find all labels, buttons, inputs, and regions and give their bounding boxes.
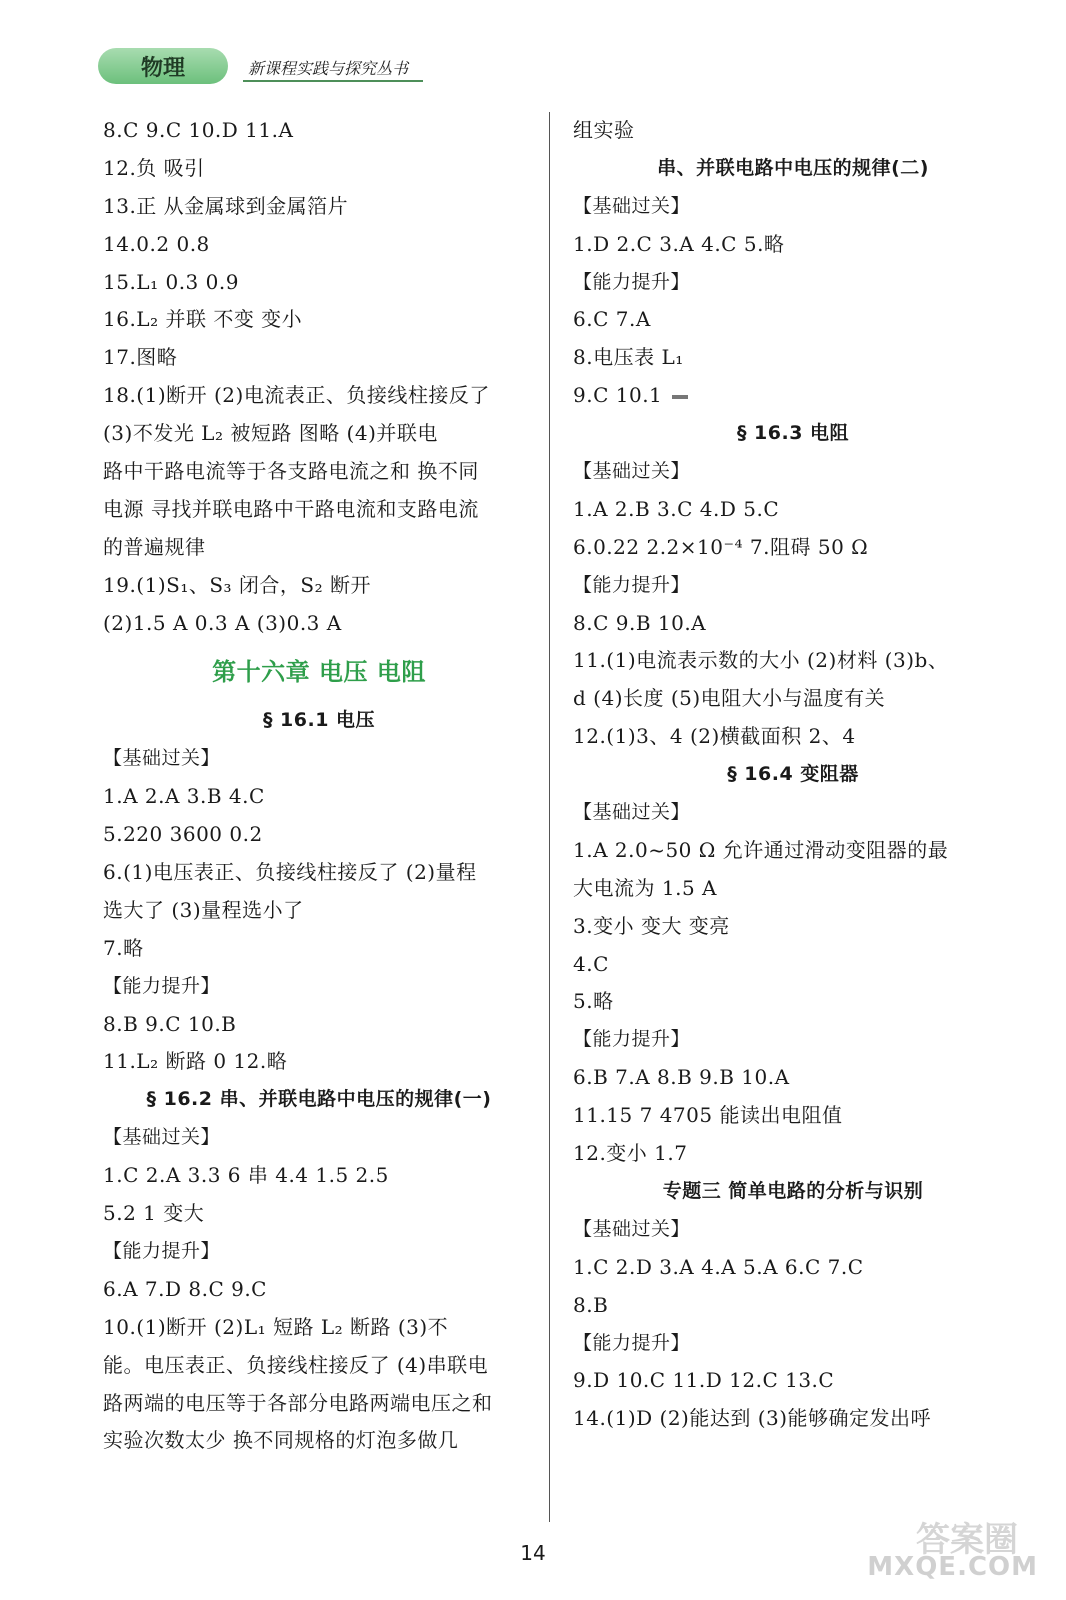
answer-line-text: 6.C 7.A <box>573 307 651 332</box>
answer-line <box>573 1400 1013 1438</box>
answer-line <box>103 567 535 605</box>
answer-line <box>573 301 1013 339</box>
subsection-label <box>103 1233 535 1271</box>
section-heading <box>573 415 1013 453</box>
subsection-label-text: 【能力提升】 <box>103 974 221 997</box>
answer-line <box>103 1347 535 1385</box>
answer-line <box>573 832 1013 870</box>
subsection-label <box>103 1119 535 1157</box>
answer-line <box>573 1059 1013 1097</box>
section-heading <box>573 1173 1013 1211</box>
answer-line-text: 的普遍规律 <box>103 534 206 559</box>
subsection-label <box>573 264 1013 302</box>
answer-line-text: 16.L₂ 并联 不变 变小 <box>103 307 303 332</box>
answer-line-text: 15.L₁ 0.3 0.9 <box>103 269 239 294</box>
answer-line <box>573 529 1013 567</box>
subsection-label-text: 【基础过关】 <box>573 801 691 824</box>
section-heading <box>103 1081 535 1119</box>
subsection-label-text: 【基础过关】 <box>573 194 691 217</box>
answer-line-text: 1.A 2.A 3.B 4.C <box>103 784 265 809</box>
answer-line <box>103 1422 535 1460</box>
answer-line-text: 4.C <box>573 951 609 976</box>
answer-line-text: 12.负 吸引 <box>103 155 205 180</box>
answer-line <box>573 1135 1013 1173</box>
subsection-label-text: 【基础过关】 <box>103 747 221 770</box>
answer-line-text: 11.15 7 4705 能读出电阻值 <box>573 1103 843 1128</box>
answer-line-text: 1.A 2.0~50 Ω 允许通过滑动变阻器的最 <box>573 837 949 862</box>
subsection-label <box>573 1021 1013 1059</box>
answer-line-text: 14.(1)D (2)能达到 (3)能够确定发出呼 <box>573 1406 932 1431</box>
answer-line-text: 1.C 2.A 3.3 6 串 4.4 1.5 2.5 <box>103 1163 389 1188</box>
answer-line <box>103 778 535 816</box>
chapter-title-text: 第十六章 电压 电阻 <box>212 658 426 687</box>
answer-line-text: 选大了 (3)量程选小了 <box>103 897 304 922</box>
subject-tab: 物理 <box>98 48 228 84</box>
answer-line-text: 8.B 9.C 10.B <box>103 1011 237 1036</box>
answer-line <box>573 642 1013 680</box>
answer-line-text: 13.正 从金属球到金属箔片 <box>103 193 349 218</box>
answer-line-text: d (4)长度 (5)电阻大小与温度有关 <box>573 686 886 711</box>
subsection-label <box>103 740 535 778</box>
answer-line-text: 12.(1)3、4 (2)横截面积 2、4 <box>573 724 856 749</box>
answer-line <box>573 605 1013 643</box>
answer-line <box>103 529 535 567</box>
answer-line <box>573 718 1013 756</box>
answer-line <box>103 226 535 264</box>
answer-line <box>573 339 1013 377</box>
answer-line-text: 电源 寻找并联电路中干路电流和支路电流 <box>103 496 479 521</box>
answer-line <box>573 680 1013 718</box>
answer-line <box>103 377 535 415</box>
right-column <box>573 112 1013 1438</box>
subsection-label-text: 【基础过关】 <box>103 1126 221 1149</box>
page-header <box>98 48 428 88</box>
answer-line <box>103 1309 535 1347</box>
answer-line <box>573 491 1013 529</box>
subsection-label <box>573 453 1013 491</box>
section-heading-text: § 16.4 变阻器 <box>727 763 859 786</box>
section-heading-text: § 16.1 电压 <box>262 709 376 732</box>
section-heading-text: § 16.3 电阻 <box>736 422 850 445</box>
watermark <box>838 1512 1038 1582</box>
answer-line <box>103 453 535 491</box>
answer-line-text: 11.L₂ 断路 0 12.略 <box>103 1049 288 1074</box>
series-title: 新课程实践与探究丛书 <box>248 59 409 78</box>
answer-line <box>103 150 535 188</box>
answer-line <box>103 930 535 968</box>
answer-line <box>573 226 1013 264</box>
subsection-label <box>573 567 1013 605</box>
answer-line <box>103 1157 535 1195</box>
section-heading <box>103 702 535 740</box>
watermark-logo: 答案圈 <box>916 1520 1018 1560</box>
answer-line-text: 10.(1)断开 (2)L₁ 短路 L₂ 断路 (3)不 <box>103 1314 449 1339</box>
answer-line-text: 8.电压表 L₁ <box>573 345 684 370</box>
subsection-label <box>573 188 1013 226</box>
answer-line <box>103 1006 535 1044</box>
answer-line <box>573 983 1013 1021</box>
answer-line-text: 17.图略 <box>103 345 178 370</box>
subsection-label-text: 【基础过关】 <box>573 460 691 483</box>
answer-line <box>573 870 1013 908</box>
answer-line <box>103 854 535 892</box>
answer-line-text: 8.B <box>573 1292 609 1317</box>
section-heading-text: § 16.2 串、并联电路中电压的规律(一) <box>146 1088 492 1111</box>
subsection-label-text: 【基础过关】 <box>573 1217 691 1240</box>
answer-line <box>103 816 535 854</box>
answer-line-text: 11.(1)电流表示数的大小 (2)材料 (3)b、 <box>573 648 949 673</box>
answer-line <box>103 1385 535 1423</box>
answer-line-text: 1.C 2.D 3.A 4.A 5.A 6.C 7.C <box>573 1254 864 1279</box>
answer-line <box>103 1043 535 1081</box>
answer-line-text: 9.D 10.C 11.D 12.C 13.C <box>573 1368 835 1393</box>
dash-mark <box>672 395 688 399</box>
subsection-label-text: 【能力提升】 <box>573 573 691 596</box>
answer-line <box>573 1249 1013 1287</box>
answer-line-text: 18.(1)断开 (2)电流表正、负接线柱接反了 <box>103 383 490 408</box>
answer-line <box>573 1287 1013 1325</box>
column-divider <box>549 112 550 1522</box>
answer-line <box>103 491 535 529</box>
section-heading-text: 专题三 简单电路的分析与识别 <box>662 1179 924 1202</box>
subsection-label-text: 【能力提升】 <box>573 270 691 293</box>
page-number: 14 <box>520 1541 546 1565</box>
subsection-label-text: 【能力提升】 <box>573 1028 691 1051</box>
answer-line <box>573 946 1013 984</box>
subsection-label-text: 【能力提升】 <box>573 1331 691 1354</box>
answer-line-text: 14.0.2 0.8 <box>103 231 210 256</box>
section-heading <box>573 756 1013 794</box>
series-underline <box>243 80 423 82</box>
answer-line-text: 路两端的电压等于各部分电路两端电压之和 <box>103 1390 493 1415</box>
answer-line <box>103 301 535 339</box>
watermark-text: MXQE.COM <box>867 1552 1038 1582</box>
subsection-label <box>103 968 535 1006</box>
answer-line-text: 6.B 7.A 8.B 9.B 10.A <box>573 1065 790 1090</box>
left-column <box>103 112 535 1460</box>
answer-line <box>103 892 535 930</box>
answer-line-text: (3)不发光 L₂ 被短路 图略 (4)并联电 <box>103 421 438 446</box>
answer-line-text: 大电流为 1.5 A <box>573 875 717 900</box>
subsection-label <box>573 1325 1013 1363</box>
answer-line-text: 6.0.22 2.2×10⁻⁴ 7.阻碍 50 Ω <box>573 534 869 559</box>
answer-line-text: 能。电压表正、负接线柱接反了 (4)串联电 <box>103 1352 489 1377</box>
answer-line-text: 8.C 9.B 10.A <box>573 610 707 635</box>
subsection-label <box>573 1211 1013 1249</box>
answer-line-text: 6.(1)电压表正、负接线柱接反了 (2)量程 <box>103 860 477 885</box>
subsection-label-text: 【能力提升】 <box>103 1239 221 1262</box>
answer-line-text: 9.C 10.1 <box>573 383 663 408</box>
answer-line-text: 7.略 <box>103 935 144 960</box>
section-heading-text: 串、并联电路中电压的规律(二) <box>657 156 929 179</box>
answer-line-text: 5.略 <box>573 989 614 1014</box>
answer-line-text: 6.A 7.D 8.C 9.C <box>103 1276 267 1301</box>
answer-line-text: 19.(1)S₁、S₃ 闭合，S₂ 断开 <box>103 572 372 597</box>
answer-line-text: 8.C 9.C 10.D 11.A <box>103 118 294 142</box>
answer-line-text: 12.变小 1.7 <box>573 1141 688 1166</box>
answer-line <box>573 1097 1013 1135</box>
answer-line <box>103 415 535 453</box>
answer-line-text: 1.D 2.C 3.A 4.C 5.略 <box>573 231 785 256</box>
answer-line <box>573 112 1013 150</box>
answer-line-text: 1.A 2.B 3.C 4.D 5.C <box>573 496 780 521</box>
answer-line-text: 实验次数太少 换不同规格的灯泡多做几 <box>103 1428 459 1453</box>
answer-line <box>103 112 535 150</box>
answer-line <box>103 188 535 226</box>
section-heading <box>573 150 1013 188</box>
answer-line-text: 组实验 <box>573 118 635 142</box>
answer-line-text: (2)1.5 A 0.3 A (3)0.3 A <box>103 610 342 635</box>
answer-line-text: 5.2 1 变大 <box>103 1201 205 1226</box>
answer-line-text: 5.220 3600 0.2 <box>103 822 263 847</box>
answer-line <box>573 908 1013 946</box>
answer-line <box>103 339 535 377</box>
answer-line-text: 3.变小 变大 变亮 <box>573 913 730 938</box>
answer-line <box>103 1271 535 1309</box>
chapter-title <box>103 642 535 702</box>
answer-line <box>103 605 535 643</box>
answer-line <box>103 264 535 302</box>
answer-line <box>573 1362 1013 1400</box>
subsection-label <box>573 794 1013 832</box>
answer-line <box>103 1195 535 1233</box>
answer-line <box>573 377 1013 415</box>
answer-line-text: 路中干路电流等于各支路电流之和 换不同 <box>103 459 479 484</box>
